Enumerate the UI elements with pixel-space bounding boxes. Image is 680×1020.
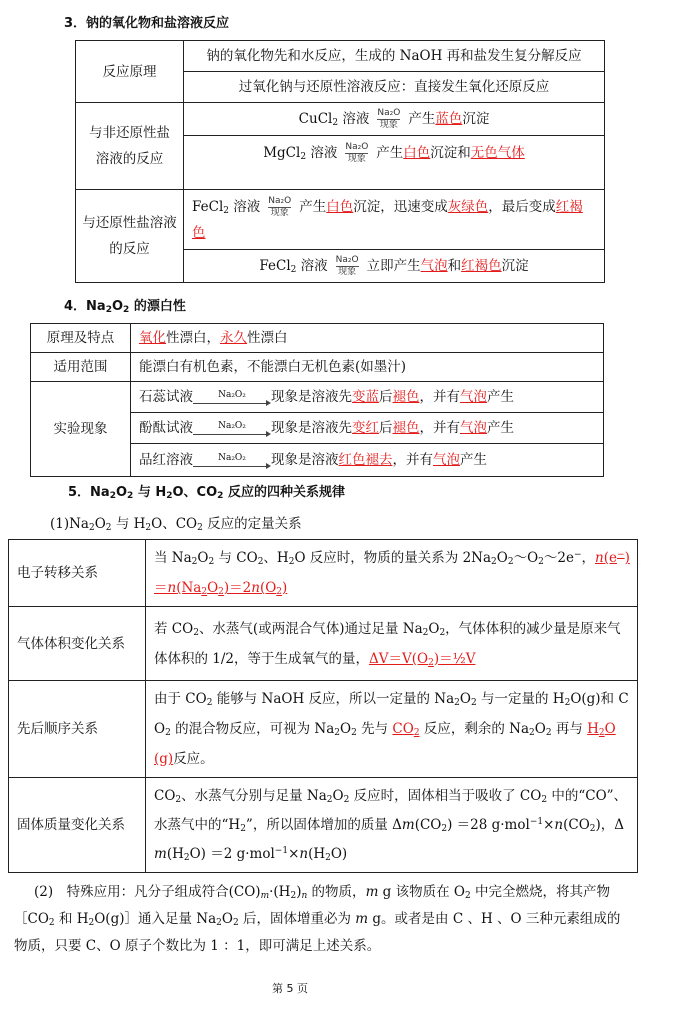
text-run: 2 [464, 891, 471, 901]
text-run: 2 [105, 305, 112, 315]
text-run: 当 Na [154, 550, 192, 566]
text-run: 溶液 [306, 145, 338, 161]
text-run: 后 [379, 420, 393, 436]
text-run: ，并有 [392, 452, 433, 468]
text-run: 2 [257, 557, 264, 567]
answer-text: 蓝色 [435, 111, 463, 127]
cell [146, 607, 638, 681]
text-run: 2 [48, 918, 55, 928]
answer-text: O [207, 580, 219, 596]
reaction-arrow-icon: Na₂O₂ [193, 421, 271, 437]
text-run: 2 [290, 891, 297, 901]
cell [184, 136, 605, 190]
cell [131, 444, 604, 477]
text-run: O [221, 911, 233, 927]
text-run: 与 H [133, 485, 167, 500]
text-run: 2 [334, 728, 340, 738]
text-run: O(g)］通入足量 Na [94, 911, 217, 927]
answer-text: )＝½V [433, 650, 476, 667]
text-run: 2 [166, 491, 173, 501]
special-application-paragraph [14, 879, 624, 960]
text-run: 2 [290, 265, 297, 275]
text-run: 后 [379, 389, 393, 405]
text-run: 2 [564, 698, 571, 708]
answer-text: 红色褪去 [338, 452, 393, 468]
reaction-arrow-icon: Na₂O 现象 [268, 195, 292, 218]
text-run: m [355, 911, 369, 927]
text-run: O 反应时，物质的量关系为 2Na [294, 550, 492, 566]
text-run: 与一定量的 H [476, 691, 565, 707]
text-run: O [534, 721, 546, 737]
text-run: 溶液 [338, 111, 370, 127]
cell [146, 778, 638, 873]
answer-text: ΔV＝V(O [369, 650, 429, 667]
text-run: ～O [513, 550, 539, 566]
text-run: 2 [175, 794, 182, 805]
table-four-relations [8, 539, 638, 873]
answer-text: 白色 [326, 198, 354, 215]
text-run: 的混合物反应，可视为 Na [170, 721, 335, 737]
text-run: 沉淀和 [430, 145, 471, 161]
text-run: ·(H [269, 884, 291, 900]
text-run: 2 [88, 918, 95, 928]
answer-text: ) [282, 580, 288, 596]
text-run: × [543, 816, 555, 833]
answer-text: O(g) [154, 721, 616, 767]
text-run: (2) 特殊应用：凡分子组成符合(CO) [34, 884, 261, 900]
section-5-title [68, 483, 680, 503]
answer-text: 2 [201, 587, 208, 597]
text-run: O) [330, 845, 348, 862]
text-run: n [299, 845, 309, 862]
text-run: 反应。 [173, 751, 214, 767]
reaction-arrow-icon: Na₂O 现象 [345, 142, 369, 164]
answer-text: (O [259, 580, 277, 596]
cell [184, 190, 605, 250]
text-run: 2 [545, 728, 552, 738]
text-run: 性漂白 [247, 330, 288, 346]
text-run: FeCl [192, 198, 224, 215]
answer-text: n [595, 550, 604, 566]
text-run: FeCl [259, 258, 291, 274]
text-run: 产生 [376, 145, 404, 161]
text-run: 2 [491, 557, 497, 567]
text-run: ) [296, 884, 302, 900]
cell [146, 681, 638, 778]
answer-text: 灰绿色 [447, 198, 489, 215]
row-label: 实验现象 [31, 382, 131, 477]
answer-text: 褪色 [392, 389, 420, 405]
text-run: 中完全燃烧，将其产物［CO [14, 884, 610, 927]
answer-text: 氧化 [139, 330, 166, 346]
text-run: −1 [529, 816, 544, 827]
text-run: 2 [191, 557, 198, 567]
answer-text: 气泡 [420, 258, 448, 274]
text-run: 2 [288, 557, 295, 567]
text-run: 2 [183, 852, 190, 863]
text-run: 产生 [487, 389, 514, 405]
cell [131, 324, 604, 353]
text-run: 2 [326, 794, 333, 805]
text-run: 2 [109, 491, 116, 501]
text-run: O [340, 721, 352, 737]
text-run: m [401, 816, 415, 833]
cell [146, 540, 638, 607]
text-run: 2 [541, 794, 548, 805]
text-run: O [459, 691, 471, 707]
text-run: 2 [105, 523, 112, 533]
text-run: × [288, 845, 300, 862]
text-run: (H [308, 845, 326, 862]
subsection-1-title [50, 513, 680, 535]
text-run: O [111, 299, 124, 314]
answer-text: (e [603, 550, 618, 566]
answer-text: )＝2 [223, 580, 252, 596]
text-run: O [115, 485, 128, 500]
text-run: 2 [439, 627, 446, 638]
text-run: 石蕊试液 [139, 389, 193, 405]
text-run: 钠的氧化物先和水反应，生成的 NaOH 再和盐发生复分解反应 [206, 48, 582, 64]
text-run: 溶液 [229, 198, 261, 215]
row-label: 原理及特点 [31, 324, 131, 353]
text-run: 2 [165, 728, 171, 738]
section-4-title [64, 297, 680, 317]
text-run: 、水蒸气(或两混合气体)通过足量 Na [198, 620, 423, 637]
text-run: O(g)和 CO [154, 691, 629, 737]
text-run: 2 [88, 523, 95, 533]
text-run: O [94, 516, 106, 532]
text-run: m [365, 884, 379, 900]
table-sodium-oxide-salt [75, 40, 605, 283]
text-run: O [197, 550, 209, 566]
text-run: 现象是溶液先 [271, 389, 352, 405]
reaction-arrow-icon: Na₂O₂ [193, 390, 271, 406]
text-run: ”，所以固体增加的质量 Δ [245, 816, 402, 833]
answer-text: 无色气体 [470, 145, 525, 161]
text-run: 沉淀 [501, 258, 529, 274]
reaction-arrow-icon: Na₂O 现象 [335, 255, 359, 277]
text-run: 2 [193, 627, 199, 638]
text-run: 由于 CO [154, 691, 207, 707]
row-label: 与非还原性盐溶液的反应 [76, 103, 184, 190]
text-run: 的漂白性 [129, 299, 186, 314]
row-label: 固体质量变化关系 [9, 778, 146, 873]
reaction-arrow-icon: Na₂O 现象 [377, 108, 401, 130]
text-run: 反应的四种关系规律 [223, 485, 345, 500]
text-run: (1)Na [50, 516, 89, 532]
text-run: 2 [145, 523, 152, 533]
text-run: 2 [507, 557, 514, 567]
cell [184, 103, 605, 136]
section-3-title: 3．钠的氧化物和盐溶液反应 [64, 16, 230, 31]
text-run: 若 CO [154, 620, 194, 637]
text-run: MgCl [263, 145, 301, 161]
cell [184, 72, 605, 103]
text-run: O、CO [172, 485, 218, 500]
answer-text: 2 [218, 587, 224, 597]
text-run: ，最后变成 [488, 198, 556, 215]
text-run: 先与 [356, 721, 393, 737]
text-run: 品红溶液 [139, 452, 193, 468]
text-run: 2 [441, 823, 448, 834]
text-run: n [301, 891, 308, 901]
page-number: 第 5 页 [272, 982, 308, 995]
row-label: 反应原理 [76, 41, 184, 103]
row-label: 与还原性盐溶液的反应 [76, 190, 184, 283]
answer-text: n [167, 580, 177, 596]
answer-text: 2 [276, 587, 283, 597]
text-run: 产生 [299, 198, 327, 215]
text-run: ，并有 [419, 389, 460, 405]
text-run: 和 [447, 258, 462, 274]
text-run: −1 [274, 845, 289, 856]
text-run: 2 [197, 523, 203, 533]
text-run: ， [581, 550, 596, 566]
cell [131, 353, 604, 382]
text-run: CO [154, 787, 176, 804]
row-label: 先后顺序关系 [9, 681, 146, 778]
text-run: 2 [123, 305, 130, 315]
text-run: 、水蒸气分别与足量 Na [181, 787, 327, 804]
text-run: g 该物质在 O [378, 884, 465, 900]
text-run: 2 [351, 728, 357, 738]
answer-text: H [587, 721, 599, 737]
text-run: ～2e [543, 550, 574, 566]
text-run: 2 [470, 698, 477, 708]
answer-text: 变红 [352, 420, 379, 436]
answer-text: 红褐色 [461, 258, 502, 274]
text-run: 2 [589, 823, 596, 834]
text-run: O [496, 550, 508, 566]
answer-text: (Na [176, 580, 202, 596]
text-run: 反应时，固体相当于吸收了 CO [349, 787, 542, 804]
text-run: 中的“CO”、水蒸气中的“H [154, 787, 628, 833]
answer-text: 红褐色 [192, 198, 583, 241]
text-run: 2 [223, 205, 229, 216]
text-run: − [574, 550, 582, 560]
answer-text: 气泡 [460, 389, 487, 405]
text-run: 产生 [408, 111, 436, 127]
text-run: 2 [240, 823, 246, 834]
text-run: 2 [232, 918, 239, 928]
text-run: 性漂白， [166, 330, 220, 346]
text-run: (H [166, 845, 184, 862]
text-run: ，并有 [419, 420, 460, 436]
text-run: 沉淀 [462, 111, 490, 127]
cell [184, 41, 605, 72]
row-label: 电子转移关系 [9, 540, 146, 607]
answer-text: 2 [413, 728, 420, 738]
text-run: 2 [325, 852, 331, 863]
text-run: O) ＝2 g·mol [189, 845, 275, 862]
table-bleaching [30, 323, 604, 477]
text-run: O [332, 787, 344, 804]
text-run: 、H [263, 550, 289, 566]
text-run: 2 [529, 728, 535, 738]
answer-text: 褪色 [392, 420, 420, 436]
cell [131, 413, 604, 444]
answer-text: 气泡 [460, 420, 487, 436]
text-run: CuCl [298, 111, 333, 127]
text-run: 产生 [487, 420, 514, 436]
text-run: 反应的定量关系 [202, 516, 302, 532]
text-run: 过氧化钠与还原性溶液反应：直接发生氧化还原反应 [238, 79, 550, 95]
text-run: O [428, 620, 440, 637]
text-run: g。或者是由 C 、H 、O 三种元素组成的物质，只要 C、O 原子个数比为 1 ：1，即可满足上述关系。 [14, 911, 621, 954]
text-run: 能漂白有机色素，不能漂白无机色素(如墨汁) [139, 359, 407, 375]
text-run: n [554, 816, 564, 833]
text-run: ，气体体积的减少量是原来气体体积的 1/2，等于生成氧气的量， [154, 620, 621, 667]
text-run: 2 [216, 918, 222, 928]
text-run: m [154, 845, 167, 862]
text-run: 沉淀，迅速变成 [353, 198, 448, 215]
text-run: ) ＝28 g·mol [447, 816, 530, 833]
text-run: 2 [422, 627, 429, 638]
text-run: O、CO [151, 516, 198, 532]
text-run: 与 H [111, 516, 146, 532]
cell [184, 250, 605, 283]
text-run: 2 [217, 491, 224, 501]
text-run: 2 [127, 491, 134, 501]
text-run: 能够与 NaOH 反应，所以一定量的 Na [212, 691, 455, 707]
answer-text: 白色 [403, 145, 431, 161]
text-run: 现象是溶液先 [271, 420, 352, 436]
answer-text: 永久 [220, 330, 247, 346]
answer-text: CO [392, 721, 414, 737]
text-run: 反应，剩余的 Na [419, 721, 529, 737]
reaction-arrow-icon: Na₂O₂ [193, 453, 271, 469]
row-label: 气体体积变化关系 [9, 607, 146, 681]
answer-text: n [251, 580, 260, 596]
answer-text: )＝ [154, 550, 630, 596]
text-run: 4．Na [64, 299, 106, 314]
text-run: m [260, 891, 270, 901]
answer-text: − [617, 550, 625, 560]
text-run: 和 H [54, 911, 89, 927]
text-run: 5．Na [68, 485, 110, 500]
text-run: 酚酞试液 [139, 420, 193, 436]
text-run: (CO [414, 816, 442, 833]
text-run: 现象是溶液 [271, 452, 339, 468]
text-run: 的物质， [307, 884, 366, 900]
text-run: 再与 [551, 721, 588, 737]
text-run: 后，固体增重必为 [238, 911, 356, 927]
cell [131, 382, 604, 413]
text-run: 2 [208, 557, 215, 567]
text-run: 产生 [460, 452, 487, 468]
answer-text: 2 [428, 657, 434, 668]
row-label: 适用范围 [31, 353, 131, 382]
answer-text: 2 [598, 728, 605, 738]
text-run: 2 [454, 698, 460, 708]
text-run: 2 [206, 698, 213, 708]
text-run: 溶液 [296, 258, 328, 274]
text-run: 立即产生 [366, 258, 421, 274]
text-run: )，Δ [595, 816, 625, 833]
answer-text: 变蓝 [352, 389, 379, 405]
text-run: 2 [300, 152, 307, 162]
text-run: 2 [343, 794, 350, 805]
text-run: 2 [538, 557, 544, 567]
text-run: (CO [563, 816, 590, 833]
text-run: 与 CO [214, 550, 258, 566]
answer-text: 气泡 [433, 452, 460, 468]
text-run: 2 [332, 118, 339, 128]
